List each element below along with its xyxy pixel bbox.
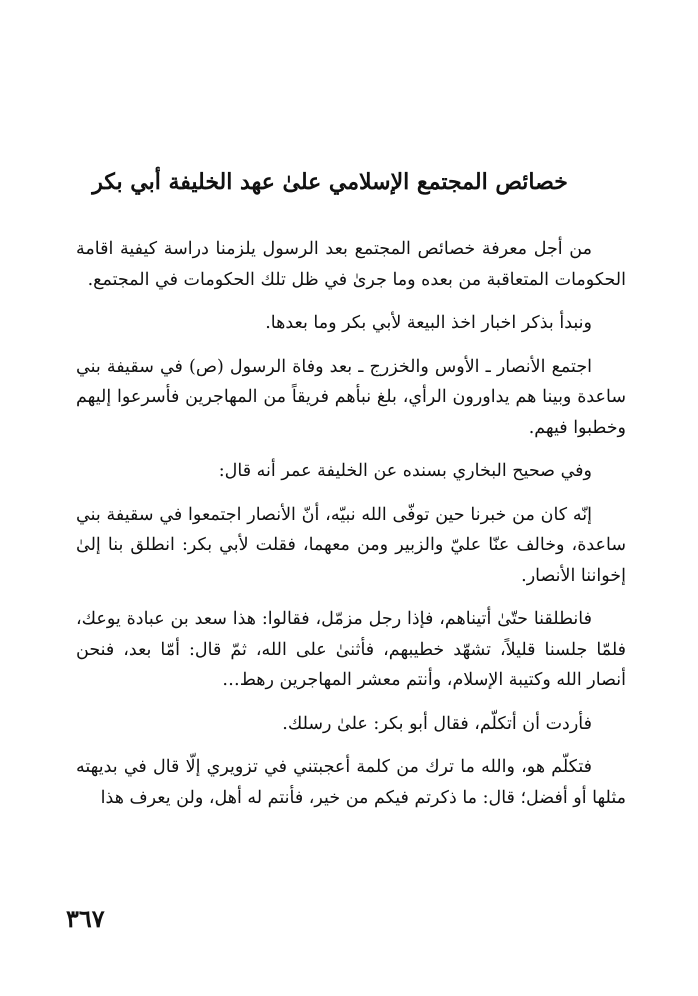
- quotation-paragraph: فتكلّم هو، والله ما ترك من كلمة أعجبتني في تزويري إلّا قال في بديهته مثلها أو أفضل؛ قال: ما ذكرتم فيكم من خير، فأنتم له أهل، ولن يعرف هذا: [76, 757, 626, 808]
- chapter-title: خصائص المجتمع الإسلامي علىٰ عهد الخليفة أبي بكر: [92, 169, 568, 195]
- quotation-paragraph: فأردت أن أتكلّم، فقال أبو بكر: علىٰ رسلك.: [282, 713, 592, 734]
- body-text: [76, 234, 626, 826]
- page-number: ٣٦٧: [66, 904, 105, 933]
- quotation-paragraph: إنّه كان من خبرنا حين توفّى الله نبيّه، أنّ الأنصار اجتمعوا في سقيفة بني ساعدة، وخالف عنّا عليّ والزبير ومن معهما، فقلت لأبي بكر: انطلق بنا إلىٰ إخواننا الأنصار.: [76, 504, 626, 586]
- paragraph: من أجل معرفة خصائص المجتمع بعد الرسول يلزمنا دراسة كيفية اقامة الحكومات المتعاقبة من بعده وما جرىٰ في ظل تلك الحكومات في المجتمع.: [76, 239, 626, 290]
- quotation-paragraph: فانطلقنا حتّىٰ أتيناهم، فإذا رجل مزمّل، فقالوا: هذا سعد بن عبادة يوعك، فلمّا جلسنا قليلاً، تشهّد خطيبهم، فأثنىٰ على الله، ثمّ قال: أمّا بعد، فنحن أنصار الله وكتيبة الإسلام، وأنتم معشر المهاجرين رهط…: [76, 609, 626, 690]
- paragraph: وفي صحيح البخاري بسنده عن الخليفة عمر أنه قال:: [218, 461, 592, 481]
- paragraph: ونبدأ بذكر اخبار اخذ البيعة لأبي بكر وما بعدها.: [265, 313, 592, 333]
- paragraph: اجتمع الأنصار ـ الأوس والخزرج ـ بعد وفاة الرسول (ص) في سقيفة بني ساعدة وبينا هم يداورون الرأي، بلغ نبأهم فريقاً من المهاجرين فأسرعوا إليهم وخطبوا فيهم.: [76, 356, 626, 438]
